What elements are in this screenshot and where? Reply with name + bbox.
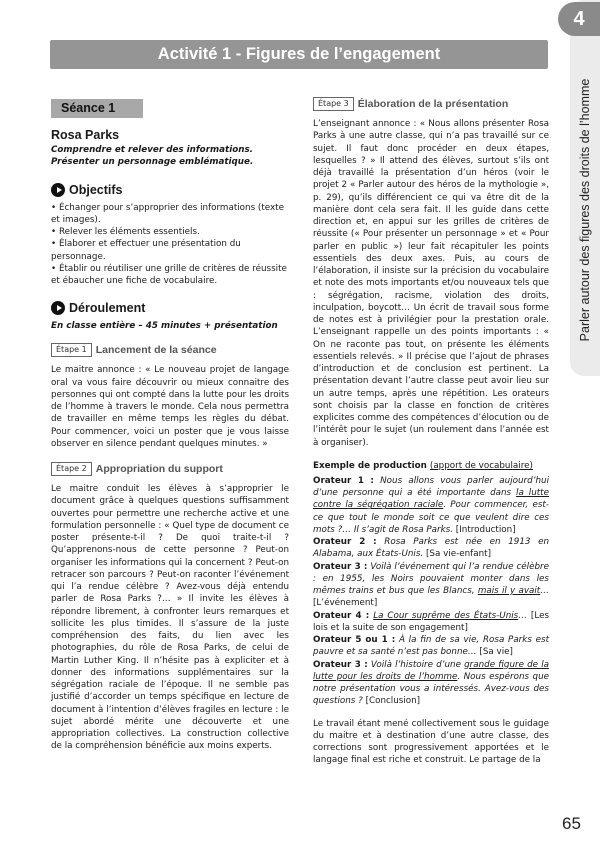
list-item: • Établir ou réutiliser une grille de critères de réussite et ébaucher une fiche de vocabulaire. bbox=[51, 263, 287, 286]
orator-speech: . Pour commencer, est-ce que tout le monde soit ce que veulent dire ces mots ?… Il s’agit de Rosa Parks. bbox=[313, 500, 550, 535]
play-circle-icon bbox=[51, 183, 65, 197]
deroulement-title: Déroulement bbox=[69, 301, 146, 316]
list-item: • Échanger pour s’approprier des informations (texte et images). bbox=[51, 202, 284, 225]
etape1-title: Lancement de la séance bbox=[95, 344, 217, 357]
vocab-term: La Cour suprême des États-Unis bbox=[373, 610, 519, 621]
seance-label: Séance 1 bbox=[51, 99, 143, 118]
etape2-title: Appropriation du support bbox=[95, 463, 223, 475]
etape2-tag: Étape 2 bbox=[51, 462, 92, 476]
orator-line bbox=[313, 561, 549, 610]
production-label: Exemple de production bbox=[313, 460, 427, 471]
etape1-text: Le maitre annonce : « Le nouveau projet de langage oral va vous faire découvrir ou mieux connaitre des personnes qui ont compté dans la lutte pour les droits de l’homme à travers le monde. Cela nous permettra de travailler en même temps les règles du débat. Pour commencer, voici un poster que je vous laisse observer en silence pendant quelques minutes. » bbox=[51, 365, 289, 449]
left-column bbox=[51, 97, 289, 753]
orator-line bbox=[313, 475, 549, 536]
orator-label: Orateur 3 : bbox=[313, 561, 368, 572]
orator-speech: Nous allons vous parler aujourd’hui d’une personne qui a été importante dans bbox=[313, 475, 549, 498]
page-title: Activité 1 - Figures de l’engagement bbox=[50, 40, 548, 69]
objectifs-heading bbox=[51, 183, 289, 197]
section-tag: [Sa vie-enfant] bbox=[423, 549, 492, 560]
orator-speech: À la fin de sa vie, Rosa Parks est pauvre et sa santé n’est pas bonne… bbox=[313, 635, 550, 658]
deroulement-heading bbox=[51, 301, 289, 315]
list-item: • Relever les éléments essentiels. bbox=[51, 227, 200, 237]
section-tag: [Conclusion] bbox=[362, 696, 421, 707]
etape1-tag: Étape 1 bbox=[51, 343, 92, 357]
orator-line bbox=[313, 610, 549, 635]
etape3-text: L’enseignant annonce : « Nous allons présenter Rosa Parks à une autre classe, qui n’a pas travaillé sur ce sujet. Il faut donc procéder en deux étapes, lesquelles ? » Il attend des élèves, surtout s’ils ont déjà travaillé la présentation d’un héros (voir le projet 2 « Parler autour des héros de la mythologie », p. 29), qu’ils différencient ce qui va être dit de la manière dont cela sera fait. Il les guide dans cette direction et, en appui sur les grilles de critères de réussite (« Pour présenter un personnage » et « Pour parler en public ») leur fait récapituler les points essentiels des deux axes. Puis, au cours de l’élaboration, il insiste sur la précision du vocabulaire et note des mots importants et/ou nouveaux tels que : ségrégation, racisme, violation des droits, inculpation, boycott… Un écrit de travail sous forme de notes est à privilégier pour la prestation orale. L’enseignant rappelle un des points importants : « On ne raconte pas tout, on présente les éléments essentiels relevés. » Il précise que l’ajout de phrases d’introduction et de conclusion est pertinent. La présentation devant l’autre classe peut avoir lieu sur un autre temps, après une répétition. Les orateurs sont choisis par la classe en fonction de critères explicites comme des compétences d’élocution ou de l’intérêt pour le sujet (un roulement dans l’année est à organiser). bbox=[313, 119, 549, 448]
page-number: 65 bbox=[562, 814, 581, 833]
vocab-term: la lutte contre la ségrégation raciale bbox=[313, 488, 550, 511]
orator-label: Orateur 2 : bbox=[313, 537, 377, 547]
etape3-tag: Étape 3 bbox=[313, 97, 354, 111]
vocab-link: (apport de vocabulaire) bbox=[429, 460, 533, 471]
orator-speech: Voilà l’histoire d’une bbox=[367, 659, 465, 670]
play-circle-icon bbox=[51, 301, 65, 315]
objectifs-list bbox=[51, 202, 289, 288]
right-column bbox=[313, 97, 549, 767]
chapter-label: Parler autour des figures des droits de l’homme bbox=[578, 78, 592, 342]
closing-text: Le travail étant mené collectivement sous le guidage du maitre et à destination d’une autre classe, des corrections sont progressivement apportées et le langage final est riche et construit. Le partage de la bbox=[313, 718, 549, 766]
etape3-title: Élaboration de la présentation bbox=[357, 98, 509, 110]
deroulement-subtitle: En classe entière – 45 minutes + présentation bbox=[51, 321, 278, 332]
orator-line bbox=[313, 634, 549, 659]
etape2-heading bbox=[51, 462, 289, 476]
orator-label: Orateur 1 : bbox=[313, 475, 374, 486]
production-example bbox=[313, 475, 549, 708]
orator-label: Orateur 4 : bbox=[313, 610, 370, 621]
etape3-heading bbox=[313, 97, 549, 111]
objectifs-title: Objectifs bbox=[69, 182, 123, 197]
production-heading bbox=[313, 461, 549, 471]
section-tag: [Sa vie] bbox=[476, 647, 513, 658]
orator-label: Orateur 5 ou 1 : bbox=[313, 635, 396, 645]
person-name: Rosa Parks bbox=[51, 128, 120, 142]
orator-speech: Voilà l’événement qui l’a rendue célèbre : en 1955, les Noirs pouvaient monter dans les mêmes trains et bus que les Blancs, bbox=[313, 561, 549, 596]
orator-speech: . Nous espérons que notre présentation vous a intéressés. Avez-vous des questions ? bbox=[313, 671, 549, 707]
orator-line bbox=[313, 659, 549, 708]
etape1-heading bbox=[51, 343, 289, 357]
seance-intro: Comprendre et relever des informations. Présenter un personnage emblématique. bbox=[51, 145, 254, 168]
orator-speech: Rosa Parks est née en 1913 en Alabama, aux États-Unis. bbox=[313, 537, 550, 560]
orator-speech: … bbox=[518, 610, 527, 621]
section-tag: [Introduction] bbox=[453, 524, 516, 535]
orator-line bbox=[313, 536, 549, 561]
orator-speech: … bbox=[540, 586, 549, 596]
list-item: • Élaborer et effectuer une présentation du personnage. bbox=[51, 239, 241, 262]
section-tag: [Les lois et la suite de son engagement] bbox=[313, 610, 550, 633]
section-tag: [L’événement] bbox=[313, 598, 378, 609]
vocab-term: mais il y avait bbox=[477, 586, 541, 596]
etape2-text: Le maitre conduit les élèves à s’approprier le document grâce à quelques questions suffisamment ouvertes pour permettre une recherche active et une formulation personnelle : « Quel type de document ce poster présente-t-il ? De quoi traite-t-il ? Qu’apprenons-nous de cette personne ? Peut-on organiser les informations qui la concernent ? Peut-on retracer son parcours ? Peut-on raconter l’événement qui l’a rendue célèbre ? Avez-vous déjà entendu parler de Rosa Parks ?… » Il invite les élèves à répondre librement, à confronter leurs remarques et sollicite les plus timides. Il s’assure de la juste compréhension des faits, du lien avec les photographies, du rôle de Rosa Parks, de celui de Martin Luther King. Il n’hésite pas à expliciter et à donner des informations supplémentaires sur la ségrégation raciale de l’époque. Il ne semble pas justifié d’accorder un temps spécifique en lecture de document à l’intention d’élèves fragiles en lecture : le sujet abordé mérite une découverte et une appropriation collectives. La construction collective de la compréhension bénéficie aux moins experts. bbox=[51, 484, 289, 752]
chapter-number: 4 bbox=[558, 2, 600, 36]
orator-label: Orateur 3 : bbox=[313, 659, 368, 670]
vocab-term: grande figure de la lutte pour les droits de l’homme bbox=[313, 659, 549, 682]
